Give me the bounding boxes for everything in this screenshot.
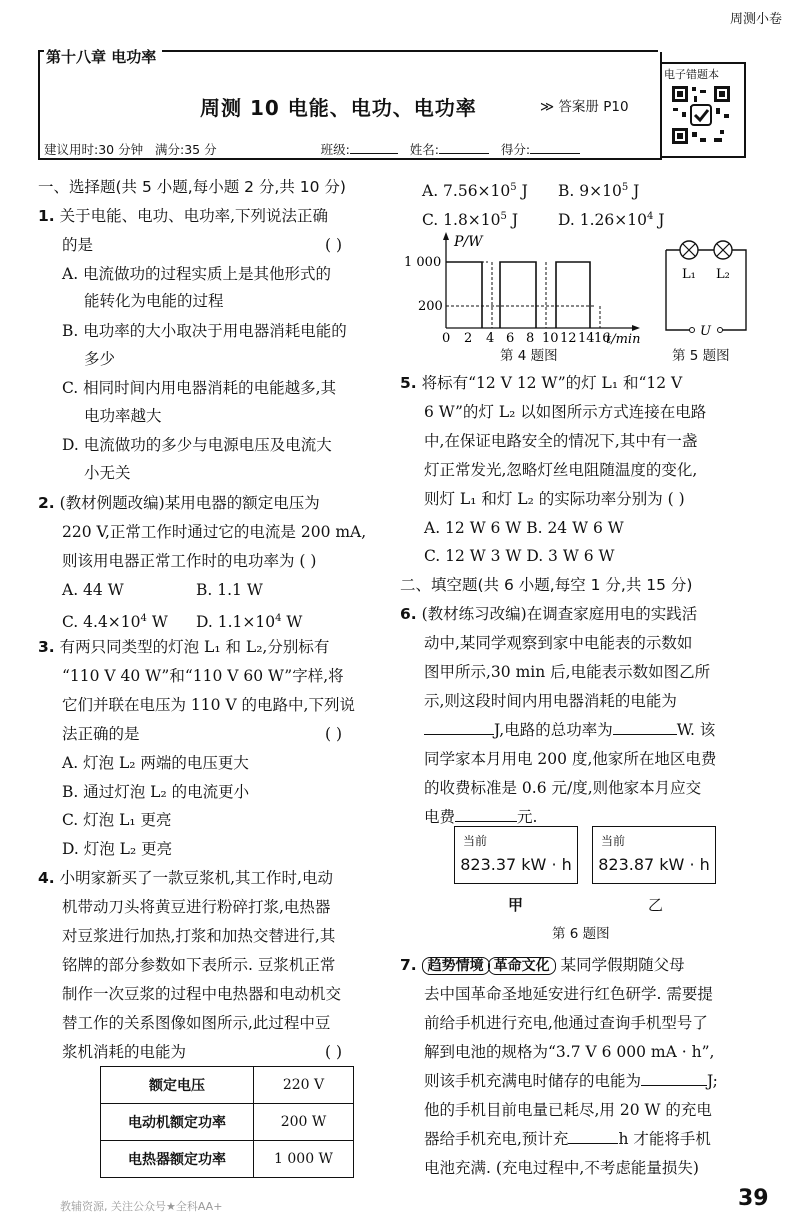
page-number: 39	[738, 1186, 769, 1211]
x-tick: 6	[506, 331, 515, 346]
q6-line1: 6. (教材练习改编)在调查家庭用电的实践活	[400, 605, 698, 623]
section-choice-title: 一、选择题(共 5 小题,每小题 2 分,共 10 分)	[38, 178, 346, 196]
q1-option-d[interactable]: D. 电流做功的多少与电源电压及电流大	[62, 436, 332, 454]
q1-option-c-cont: 电功率越大	[84, 407, 162, 425]
q3-option-a[interactable]: A. 灯泡 L₂ 两端的电压更大	[62, 754, 249, 772]
table-cell: 220 V	[254, 1067, 354, 1104]
lamp-l1-label: L₁	[682, 267, 696, 282]
q6-fee-blank[interactable]	[455, 805, 517, 822]
q3-line4: 法正确的是	[62, 725, 140, 743]
table-cell: 额定电压	[101, 1067, 254, 1104]
score-blank[interactable]	[530, 137, 580, 154]
figure-6-caption: 第 6 题图	[552, 926, 610, 942]
figure-5-circuit	[662, 232, 752, 342]
qr-code-icon[interactable]	[670, 84, 732, 146]
x-tick: 4	[486, 331, 495, 346]
q5-line2: 6 W”的灯 L₂ 以如图所示方式连接在电路	[424, 403, 707, 421]
meter-b-label: 当前	[601, 834, 626, 848]
meter-a-value: 823.37 kW · h	[460, 855, 572, 874]
table-cell: 电动机额定功率	[101, 1104, 254, 1141]
q4-option-b[interactable]: B. $9\times 10^5$ J	[558, 182, 640, 201]
q7-line4: 解到电池的规格为“3.7 V 6 000 mA · h”,	[424, 1043, 715, 1061]
q4-option-d[interactable]: D. $1.26\times 10^4$ J	[558, 211, 665, 230]
q1-line2: 的是	[62, 236, 94, 254]
q7-line5: 则该手机充满电时储存的电能为 J;	[424, 1068, 718, 1095]
answer-reference: ≫ 答案册 P10	[540, 99, 629, 115]
q5-line5: 则灯 L₁ 和灯 L₂ 的实际功率分别为 ( )	[424, 490, 685, 508]
lamp-l2-label: L₂	[716, 267, 730, 282]
y-tick-200: 200	[418, 299, 443, 314]
q1-line1: 1. 关于电能、电功、电功率,下列说法正确	[38, 207, 329, 225]
footer-watermark: 教辅资源, 关注公众号★全科AA+	[60, 1200, 223, 1213]
q6-line5: J,电路的总功率为 W. 该	[424, 717, 715, 744]
q1-answer-paren[interactable]: ( )	[325, 236, 343, 254]
x-tick: 16	[594, 331, 611, 346]
table-cell: 电热器额定功率	[101, 1141, 254, 1178]
q1-option-a[interactable]: A. 电流做功的过程实质上是其他形式的	[62, 265, 332, 283]
q4-line1: 4. 小明家新买了一款豆浆机,其工作时,电动	[38, 869, 333, 887]
q6-line8: 电费 元.	[424, 804, 537, 831]
trend-badge: 趋势情境	[422, 957, 490, 975]
voltage-label: U	[700, 324, 711, 339]
table-cell: 1 000 W	[254, 1141, 354, 1178]
table-row	[101, 1067, 354, 1104]
q3-line1: 3. 有两只同类型的灯泡 L₁ 和 L₂,分别标有	[38, 638, 330, 656]
q2-line3: 则该用电器正常工作时的电功率为 ( )	[62, 552, 317, 570]
heater-power-curve	[446, 262, 590, 328]
name-blank[interactable]	[439, 137, 489, 154]
q6-line7: 的收费标准是 0.6 元/度,则他家本月应交	[424, 779, 702, 797]
info-line	[44, 137, 654, 158]
culture-badge: 革命文化	[488, 957, 556, 975]
meter-b-caption: 乙	[648, 896, 664, 914]
y-axis-label: P/W	[454, 234, 483, 250]
figure-4-caption: 第 4 题图	[500, 348, 558, 364]
terminal-left-icon	[690, 328, 695, 333]
q2-line1: 2. (教材例题改编)某用电器的额定电压为	[38, 494, 320, 512]
circuit-wires	[666, 250, 746, 330]
meter-a	[454, 826, 578, 884]
table-row	[101, 1104, 354, 1141]
q4-option-c[interactable]: C. $1.8\times 10^5$ J	[422, 211, 519, 230]
chapter-title: 第十八章 电功率	[44, 44, 162, 69]
q6-line4: 示,则这段时间内用电器消耗的电能为	[424, 692, 677, 710]
q5-options-ab[interactable]: A. 12 W 6 W B. 24 W 6 W	[424, 519, 624, 537]
x-tick: 2	[464, 331, 473, 346]
q3-line3: 它们并联在电压为 110 V 的电路中,下列说	[62, 696, 355, 714]
table-cell: 200 W	[254, 1104, 354, 1141]
q7-line3: 前给手机进行充电,他通过查询手机型号了	[424, 1014, 708, 1032]
y-axis-arrow	[443, 232, 449, 240]
q3-option-b[interactable]: B. 通过灯泡 L₂ 的电流更小	[62, 783, 250, 801]
q7-line7: 器给手机充电,预计充 h 才能将手机	[424, 1126, 711, 1153]
q2-option-a[interactable]: A. 44 W	[62, 581, 124, 599]
q4-line3: 对豆浆进行加热,打浆和加热交替进行,其	[62, 927, 336, 945]
q6-line6: 同学家本月用电 200 度,他家所在地区电费	[424, 750, 717, 768]
meter-b-value: 823.87 kW · h	[598, 855, 710, 874]
q7-line2: 去中国革命圣地延安进行红色研学. 需要提	[424, 985, 713, 1003]
q4-option-a[interactable]: A. $7.56\times 10^5$ J	[422, 182, 528, 201]
q1-option-c[interactable]: C. 相同时间内用电器消耗的电能越多,其	[62, 379, 337, 397]
q1-option-a-cont: 能转化为电能的过程	[84, 292, 224, 310]
q2-option-b[interactable]: B. 1.1 W	[196, 581, 263, 599]
q2-line2: 220 V,正常工作时通过它的电流是 200 mA,	[62, 523, 367, 541]
q7-line8: 电池充满. (充电过程中,不考虑能量损失)	[424, 1159, 699, 1177]
q4-line5: 制作一次豆浆的过程中电热器和电动机交	[62, 985, 342, 1003]
q1-option-b[interactable]: B. 电功率的大小取决于用电器消耗电能的	[62, 322, 347, 340]
class-label: 班级:	[320, 142, 350, 157]
q4-line4: 铭牌的部分参数如下表所示. 豆浆机正常	[62, 956, 336, 974]
q6-line3: 图甲所示,30 min 后,电能表示数如图乙所	[424, 663, 711, 681]
q1-option-b-cont: 多少	[84, 350, 116, 368]
q5-line1: 5. 将标有“12 V 12 W”的灯 L₁ 和“12 V	[400, 374, 683, 392]
suggested-time: 建议用时:30 分钟	[44, 142, 144, 157]
q5-options-cd[interactable]: C. 12 W 3 W D. 3 W 6 W	[424, 547, 615, 565]
q3-option-d[interactable]: D. 灯泡 L₂ 更亮	[62, 840, 173, 858]
x-tick: 10	[542, 331, 559, 346]
meter-a-label: 当前	[463, 834, 488, 848]
x-tick: 12	[560, 331, 577, 346]
q3-option-c[interactable]: C. 灯泡 L₁ 更亮	[62, 811, 172, 829]
x-axis-arrow	[632, 325, 640, 331]
meter-b	[592, 826, 716, 884]
q4-answer-paren[interactable]: ( )	[325, 1043, 343, 1061]
q4-line6: 替工作的关系图像如图所示,此过程中豆	[62, 1014, 331, 1032]
q3-line2: “110 V 40 W”和“110 V 60 W”字样,将	[62, 667, 344, 685]
q7-line6: 他的手机目前电量已耗尽,用 20 W 的充电	[424, 1101, 712, 1119]
x-tick: 8	[526, 331, 535, 346]
qr-label: 电子错题本	[664, 68, 719, 81]
q4-line7: 浆机消耗的电能为	[62, 1043, 187, 1061]
q4-line2: 机带动刀头将黄豆进行粉碎打浆,电热器	[62, 898, 331, 916]
table-row	[101, 1141, 354, 1178]
q6-power-blank[interactable]	[613, 718, 677, 735]
x-tick: 0	[442, 331, 451, 346]
class-blank[interactable]	[350, 137, 398, 154]
q7-energy-blank[interactable]	[641, 1069, 707, 1086]
corner-label: 周测小卷	[729, 12, 782, 27]
section-fill-title: 二、填空题(共 6 小题,每空 1 分,共 15 分)	[400, 576, 693, 594]
terminal-right-icon	[718, 328, 723, 333]
name-label: 姓名:	[409, 142, 439, 157]
x-axis-label: t/min	[606, 332, 641, 346]
spec-table	[100, 1066, 354, 1178]
q7-line1: 7. 趋势情境 革命文化 某同学假期随父母	[400, 956, 685, 974]
figure-4-graph	[400, 228, 670, 346]
q6-line2: 动中,某同学观察到家中电能表的示数如	[424, 634, 693, 652]
q5-line4: 灯正常发光,忽略灯丝电阻随温度的变化,	[424, 461, 698, 479]
q2-option-c[interactable]: C. $4.4\times 10^4$ W	[62, 613, 168, 632]
total-score: 满分:35 分	[155, 142, 217, 157]
q1-option-d-cont: 小无关	[84, 464, 131, 482]
q5-line3: 中,在保证电路安全的情况下,其中有一盏	[424, 432, 698, 450]
figure-5-caption: 第 5 题图	[672, 348, 730, 364]
q2-option-d[interactable]: D. $1.1\times 10^4$ W	[196, 613, 303, 632]
x-tick: 14	[578, 331, 595, 346]
q3-answer-paren[interactable]: ( )	[325, 725, 343, 743]
week-title: 周测 10 电能、电功、电功率	[200, 96, 477, 120]
score-label: 得分:	[500, 142, 531, 157]
y-tick-1000: 1 000	[404, 255, 442, 270]
q6-energy-blank[interactable]	[424, 718, 494, 735]
meter-a-caption: 甲	[508, 896, 524, 914]
q7-hours-blank[interactable]	[568, 1127, 618, 1144]
